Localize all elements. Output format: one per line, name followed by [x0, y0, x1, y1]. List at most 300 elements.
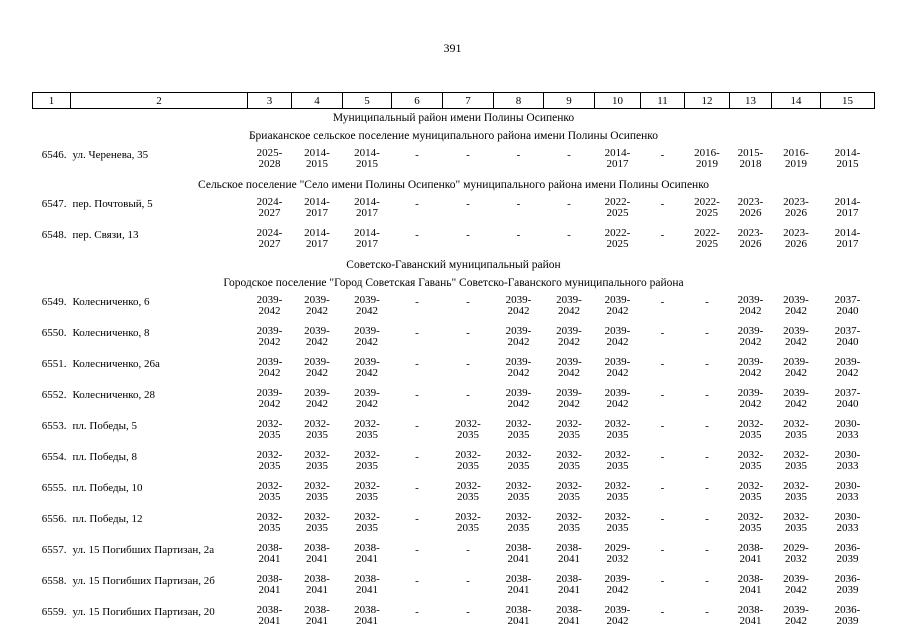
period-end: 2035 [606, 459, 629, 472]
period-cell [595, 478, 641, 509]
period-start: 2039- [604, 387, 631, 399]
period-cell [544, 509, 595, 540]
period-start: 2032- [304, 449, 330, 461]
period-start: 2032- [455, 511, 481, 523]
period-end: 2018 [739, 157, 762, 170]
period-start: 2039- [256, 325, 283, 337]
period-cell [392, 225, 443, 256]
period-cell [343, 385, 392, 416]
period-start: 2039- [354, 387, 380, 399]
period-cell [248, 447, 292, 478]
period-cell [544, 292, 595, 323]
period-start: 2022- [604, 196, 631, 208]
period-cell [343, 354, 392, 385]
column-header-6: 6 [392, 93, 443, 109]
period-start: - [567, 149, 571, 161]
period-end: 2017 [606, 157, 629, 170]
period-start: 2032- [256, 511, 283, 523]
period-cell [595, 194, 641, 225]
period-start: 2036- [834, 542, 861, 554]
period-cell [685, 602, 730, 633]
period-end: 2042 [739, 335, 762, 348]
period-start: 2023- [783, 227, 809, 239]
period-end: 2042 [258, 397, 281, 410]
period-cell [248, 478, 292, 509]
period-start: - [516, 149, 521, 161]
period-cell [730, 540, 772, 571]
period-start: - [705, 389, 709, 401]
period-cell [730, 447, 772, 478]
section-row [33, 176, 875, 194]
period-end: 2035 [558, 459, 580, 472]
table-row [33, 385, 875, 416]
period-end: 2017 [356, 237, 378, 250]
period-start: 2039- [304, 356, 330, 368]
period-start: 2032- [783, 511, 809, 523]
period-end: 2042 [306, 397, 328, 410]
period-cell [641, 509, 685, 540]
period-cell [292, 323, 343, 354]
period-cell [343, 145, 392, 176]
period-end: 2041 [558, 583, 580, 596]
period-start: - [660, 575, 665, 587]
period-start: - [466, 575, 470, 587]
period-end: 2042 [258, 366, 281, 379]
period-cell [292, 416, 343, 447]
period-cell [821, 478, 875, 509]
period-start: 2032- [604, 480, 631, 492]
period-end: 2017 [356, 206, 378, 219]
period-cell [292, 602, 343, 633]
period-start: 2038- [556, 573, 582, 585]
period-cell [641, 540, 685, 571]
period-start: 2038- [505, 604, 532, 616]
period-end: 2042 [739, 366, 762, 379]
period-start: 2014- [304, 147, 330, 159]
row-number: 6546. [41, 149, 67, 161]
period-end: 2042 [606, 335, 629, 348]
period-start: 2038- [505, 542, 532, 554]
period-start: - [415, 451, 419, 463]
period-cell [641, 323, 685, 354]
period-start: - [660, 198, 665, 210]
period-cell [248, 571, 292, 602]
period-cell [772, 354, 821, 385]
period-cell [730, 225, 772, 256]
period-cell [772, 478, 821, 509]
period-end: 2035 [507, 521, 530, 534]
period-cell [544, 478, 595, 509]
period-start: 2032- [737, 449, 764, 461]
address-cell: Колесниченко, 26а [72, 358, 160, 370]
section-title: Городское поселение "Город Советская Гавань" Советско-Гаванского муниципального района [223, 277, 684, 289]
period-cell [685, 478, 730, 509]
period-cell [685, 447, 730, 478]
period-start: - [660, 606, 665, 618]
period-start: 2032- [505, 449, 532, 461]
period-end: 2039 [836, 614, 859, 627]
period-cell [772, 540, 821, 571]
row-number: 6548. [41, 229, 67, 241]
period-cell [443, 447, 494, 478]
period-cell [730, 145, 772, 176]
period-cell [443, 571, 494, 602]
period-start: 2038- [256, 573, 283, 585]
period-start: 2016- [694, 147, 720, 159]
period-start: 2039- [556, 387, 582, 399]
period-cell [821, 540, 875, 571]
period-start: 2038- [737, 573, 764, 585]
period-cell [292, 145, 343, 176]
period-start: - [466, 296, 470, 308]
period-cell [494, 292, 544, 323]
period-start: - [415, 149, 419, 161]
period-end: 2042 [785, 335, 807, 348]
period-start: 2038- [556, 604, 582, 616]
period-cell [730, 416, 772, 447]
column-header-12: 12 [685, 93, 730, 109]
period-start: - [705, 327, 709, 339]
period-cell [343, 478, 392, 509]
period-start: - [415, 606, 419, 618]
period-cell [494, 145, 544, 176]
period-cell [730, 509, 772, 540]
period-cell [292, 385, 343, 416]
period-end: 2035 [739, 428, 762, 441]
period-start: - [415, 420, 419, 432]
period-end: 2041 [507, 583, 530, 596]
period-start: 2039- [556, 294, 582, 306]
period-start: 2032- [354, 511, 380, 523]
period-cell [685, 385, 730, 416]
period-end: 2019 [785, 157, 807, 170]
period-cell [343, 194, 392, 225]
period-end: 2042 [306, 335, 328, 348]
period-end: 2035 [356, 521, 378, 534]
period-cell [343, 323, 392, 354]
period-start: 2037- [834, 325, 861, 337]
period-cell [685, 194, 730, 225]
period-start: 2024- [256, 196, 283, 208]
period-cell [641, 354, 685, 385]
period-cell [494, 509, 544, 540]
period-end: 2041 [739, 614, 762, 627]
address-cell: ул. 15 Погибших Партизан, 20 [72, 606, 215, 618]
period-start: - [705, 296, 709, 308]
address-cell: ул. Черенева, 35 [72, 149, 149, 161]
period-cell [685, 292, 730, 323]
period-end: 2035 [258, 459, 281, 472]
period-cell [248, 416, 292, 447]
period-cell [392, 416, 443, 447]
period-cell [248, 354, 292, 385]
period-start: - [466, 229, 470, 241]
period-start: 2038- [737, 542, 764, 554]
row-number: 6559. [41, 606, 67, 618]
period-end: 2025 [606, 237, 629, 250]
period-start: 2039- [783, 387, 809, 399]
period-end: 2042 [356, 335, 378, 348]
period-end: 2042 [258, 335, 281, 348]
period-end: 2035 [785, 428, 807, 441]
period-start: 2032- [604, 449, 631, 461]
period-start: 2039- [256, 294, 283, 306]
table-row [33, 416, 875, 447]
period-cell [248, 540, 292, 571]
section-title: Муниципальный район имени Полины Осипенко [332, 112, 575, 124]
address-cell: пер. Связи, 13 [72, 229, 139, 241]
period-start: - [705, 358, 709, 370]
period-end: 2039 [836, 552, 859, 565]
period-start: 2038- [304, 573, 330, 585]
period-start: - [660, 149, 665, 161]
period-cell [343, 292, 392, 323]
period-end: 2035 [507, 459, 530, 472]
period-end: 2035 [306, 428, 328, 441]
period-cell [685, 225, 730, 256]
period-start: - [466, 198, 470, 210]
period-start: 2039- [783, 325, 809, 337]
period-cell [772, 194, 821, 225]
period-start: 2032- [505, 480, 532, 492]
period-start: 2022- [604, 227, 631, 239]
period-cell [392, 571, 443, 602]
period-cell [772, 447, 821, 478]
period-cell [292, 540, 343, 571]
period-start: 2038- [304, 542, 330, 554]
period-cell [292, 447, 343, 478]
period-cell [494, 323, 544, 354]
column-header-5: 5 [343, 93, 392, 109]
period-start: 2039- [604, 294, 631, 306]
period-start: 2039- [783, 294, 809, 306]
period-cell [595, 540, 641, 571]
period-cell [343, 416, 392, 447]
period-cell [494, 540, 544, 571]
period-cell [772, 602, 821, 633]
period-start: 2030- [834, 480, 861, 492]
period-end: 2035 [507, 428, 530, 441]
period-cell [392, 509, 443, 540]
period-start: 2032- [556, 480, 582, 492]
section-row [33, 256, 875, 274]
period-end: 2041 [558, 614, 580, 627]
period-cell [772, 571, 821, 602]
period-start: 2032- [505, 511, 532, 523]
period-cell [494, 385, 544, 416]
period-end: 2035 [258, 490, 281, 503]
period-cell [292, 194, 343, 225]
period-end: 2042 [356, 366, 378, 379]
period-end: 2015 [306, 157, 328, 170]
period-start: 2038- [256, 542, 283, 554]
period-cell [494, 354, 544, 385]
period-end: 2041 [356, 614, 378, 627]
period-end: 2040 [836, 304, 859, 317]
section-title: Бриаканское сельское поселение муниципального района имени Полины Осипенко [248, 130, 659, 142]
period-start: - [660, 327, 665, 339]
period-cell [443, 509, 494, 540]
period-start: - [415, 229, 419, 241]
period-cell [248, 385, 292, 416]
period-cell [392, 145, 443, 176]
period-cell [443, 385, 494, 416]
page-number: 391 [443, 41, 462, 55]
period-end: 2041 [258, 583, 281, 596]
period-cell [494, 416, 544, 447]
period-cell [595, 292, 641, 323]
period-cell [292, 292, 343, 323]
period-cell [443, 194, 494, 225]
period-cell [821, 385, 875, 416]
period-cell [443, 292, 494, 323]
period-start: 2039- [556, 356, 582, 368]
period-end: 2042 [507, 397, 530, 410]
period-cell [292, 354, 343, 385]
period-start: 2039- [505, 325, 532, 337]
period-start: 2032- [556, 418, 582, 430]
period-end: 2035 [558, 490, 580, 503]
period-cell [544, 602, 595, 633]
row-number: 6550. [41, 327, 67, 339]
period-start: 2014- [354, 227, 380, 239]
period-end: 2035 [306, 521, 328, 534]
table-row [33, 571, 875, 602]
period-end: 2041 [258, 552, 281, 565]
period-start: - [415, 544, 419, 556]
period-cell [443, 478, 494, 509]
period-start: 2032- [455, 449, 481, 461]
row-number: 6556. [41, 513, 67, 525]
period-start: - [415, 513, 419, 525]
address-cell: пл. Победы, 5 [72, 420, 137, 432]
period-cell [443, 225, 494, 256]
column-header-1: 1 [33, 93, 71, 109]
period-start: 2014- [354, 196, 380, 208]
period-start: 2039- [834, 356, 861, 368]
row-number: 6557. [41, 544, 67, 556]
period-cell [685, 323, 730, 354]
period-start: - [415, 389, 419, 401]
period-start: 2038- [304, 604, 330, 616]
period-end: 2042 [785, 397, 807, 410]
period-cell [641, 571, 685, 602]
period-cell [685, 509, 730, 540]
period-cell [494, 602, 544, 633]
period-start: - [516, 229, 521, 241]
period-cell [821, 416, 875, 447]
period-start: 2032- [783, 418, 809, 430]
row-number: 6554. [41, 451, 67, 463]
address-cell: Колесниченко, 8 [72, 327, 150, 339]
period-start: 2039- [505, 356, 532, 368]
period-end: 2035 [739, 459, 762, 472]
period-start: - [415, 327, 419, 339]
period-cell [443, 323, 494, 354]
period-end: 2017 [306, 237, 328, 250]
section-row [33, 127, 875, 145]
column-header-11: 11 [641, 93, 685, 109]
period-cell [494, 571, 544, 602]
period-cell [544, 416, 595, 447]
period-start: 2037- [834, 387, 861, 399]
row-number: 6549. [41, 296, 67, 308]
period-cell [730, 194, 772, 225]
period-cell [595, 145, 641, 176]
column-header-7: 7 [443, 93, 494, 109]
period-start: 2032- [256, 418, 283, 430]
period-start: 2039- [304, 294, 330, 306]
period-start: 2016- [783, 147, 809, 159]
period-start: 2038- [556, 542, 582, 554]
period-start: - [466, 389, 470, 401]
period-end: 2035 [356, 428, 378, 441]
period-end: 2035 [356, 459, 378, 472]
period-end: 2035 [606, 490, 629, 503]
period-end: 2035 [507, 490, 530, 503]
period-end: 2035 [457, 428, 479, 441]
period-cell [821, 292, 875, 323]
period-cell [292, 571, 343, 602]
period-end: 2035 [558, 428, 580, 441]
period-cell [443, 416, 494, 447]
period-cell [772, 416, 821, 447]
column-header-14: 14 [772, 93, 821, 109]
period-start: - [415, 358, 419, 370]
period-end: 2027 [258, 206, 281, 219]
period-start: 2039- [304, 325, 330, 337]
row-number: 6551. [41, 358, 67, 370]
period-cell [494, 447, 544, 478]
period-cell [821, 225, 875, 256]
period-end: 2042 [606, 614, 629, 627]
period-start: - [415, 482, 419, 494]
row-number: 6558. [41, 575, 67, 587]
period-end: 2041 [739, 552, 762, 565]
period-start: 2039- [604, 356, 631, 368]
period-start: 2014- [834, 196, 861, 208]
period-start: - [705, 575, 709, 587]
period-start: - [660, 296, 665, 308]
period-start: 2015- [737, 147, 764, 159]
period-cell [595, 354, 641, 385]
period-cell [821, 145, 875, 176]
period-end: 2042 [356, 304, 378, 317]
header-row [33, 93, 875, 109]
period-cell [685, 145, 730, 176]
table-row [33, 145, 875, 176]
address-cell: Колесниченко, 6 [72, 296, 150, 308]
period-start: 2038- [737, 604, 764, 616]
period-start: - [466, 149, 470, 161]
period-cell [821, 194, 875, 225]
column-header-3: 3 [248, 93, 292, 109]
period-start: 2032- [556, 449, 582, 461]
period-end: 2035 [306, 459, 328, 472]
period-end: 2042 [258, 304, 281, 317]
period-start: - [567, 229, 571, 241]
table-row [33, 292, 875, 323]
period-start: 2023- [737, 196, 764, 208]
period-cell [730, 292, 772, 323]
period-cell [730, 602, 772, 633]
period-start: - [466, 358, 470, 370]
period-end: 2017 [836, 206, 859, 219]
period-cell [544, 447, 595, 478]
period-start: 2030- [834, 418, 861, 430]
period-end: 2025 [696, 237, 718, 250]
period-cell [685, 571, 730, 602]
